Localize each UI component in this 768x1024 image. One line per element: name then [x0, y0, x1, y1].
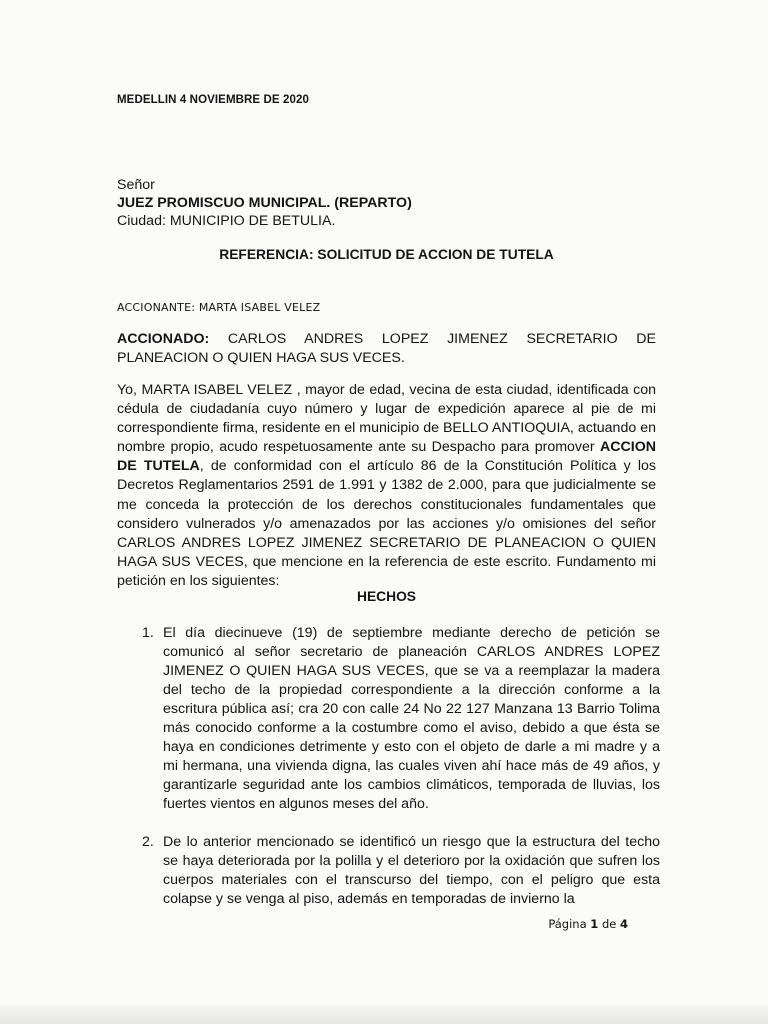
city-line: Ciudad: MUNICIPIO DE BETULIA. [117, 213, 336, 229]
page-separator: de [601, 917, 617, 931]
facts-heading: HECHOS [356, 589, 417, 604]
addressee-block [117, 176, 412, 230]
fact-number: 1. [142, 625, 154, 641]
plaintiff-line: ACCIONANTE: MARTA ISABEL VELEZ [117, 301, 321, 314]
reference-heading: REFERENCIA: SOLICITUD DE ACCION DE TUTELA [219, 247, 554, 262]
defendant-paragraph [117, 330, 656, 368]
body-rest: , de conformidad con el artículo 86 de la Constitución Política y los Decretos Reglamentarios 2591 de 1.991 y 1382 de 2.000, para que judicialmente se me conceda la protección de los derechos constitucionales fundamentales que considero vulnerados y/o amenazados por las acciones y/o omisiones del señor CARLOS ANDRES LOPEZ JIMENEZ SECRETARIO DE PLANEACION O QUIEN HAGA SUS VECES, que mencione en la referencia de este escrito. Fundamento mi petición en los siguientes: [117, 458, 656, 589]
page-number [548, 917, 628, 931]
page-label: Página [548, 917, 587, 931]
judge-name: JUEZ PROMISCUO MUNICIPAL. (REPARTO) [117, 195, 412, 211]
fact-number: 2. [142, 834, 154, 850]
scan-edge [0, 1006, 768, 1024]
total-pages: 4 [619, 917, 628, 931]
salutation: Señor [117, 177, 155, 193]
defendant-label: ACCIONADO: [117, 331, 210, 347]
fact-item [117, 833, 660, 909]
defendant-text: CARLOS ANDRES LOPEZ JIMENEZ SECRETARIO DE PLANEACION O QUIEN HAGA SUS VECES. [117, 331, 656, 366]
action-name: ACCION DE TUTELA [117, 439, 656, 475]
fact-text: El día diecinueve (19) de septiembre mediante derecho de petición se comunicó al señor secretario de planeación CARLOS ANDRES LOPEZ JIMENEZ O QUIEN HAGA SUS VECES, que se va a reemplazar la madera del techo de la propiedad correspondiente a la dirección conforme a la escritura pública así; cra 20 con calle 24 No 22 127 Manzana 13 Barrio Tolima más conocido conforme a la costumbre como el aviso, debido a que ésta se haya en condiciones detrimente y esto con el objeto de darle a mi madre y a mi hermana, una vivienda digna, las cuales viven ahí hace más de 49 años, y garantizarle seguridad ante los cambios climáticos, temporada de lluvias, los fuertes vientos en algunos meses del año. [163, 625, 660, 812]
body-paragraph [117, 381, 656, 591]
document-date: MEDELLIN 4 NOVIEMBRE DE 2020 [117, 94, 309, 106]
fact-item [117, 624, 660, 814]
fact-text: De lo anterior mencionado se identificó un riesgo que la estructura del techo se haya deteriorada por la polilla y el deterioro por la oxidación que sufren los cuerpos materiales con el transcurso del tiempo, con el peligro que esta colapse y se venga al piso, además en temporadas de invierno la [163, 834, 660, 907]
body-intro: Yo, MARTA ISABEL VELEZ , mayor de edad, vecina de esta ciudad, identificada con cédula de ciudadanía cuyo número y lugar de expedición aparece al pie de mi correspondiente firma, residente en el municipio de BELLO ANTIOQUIA, actuando en nombre propio, acudo respetuosamente ante su Despacho para promover [117, 382, 656, 456]
current-page: 1 [590, 917, 599, 931]
facts-list [117, 624, 660, 909]
